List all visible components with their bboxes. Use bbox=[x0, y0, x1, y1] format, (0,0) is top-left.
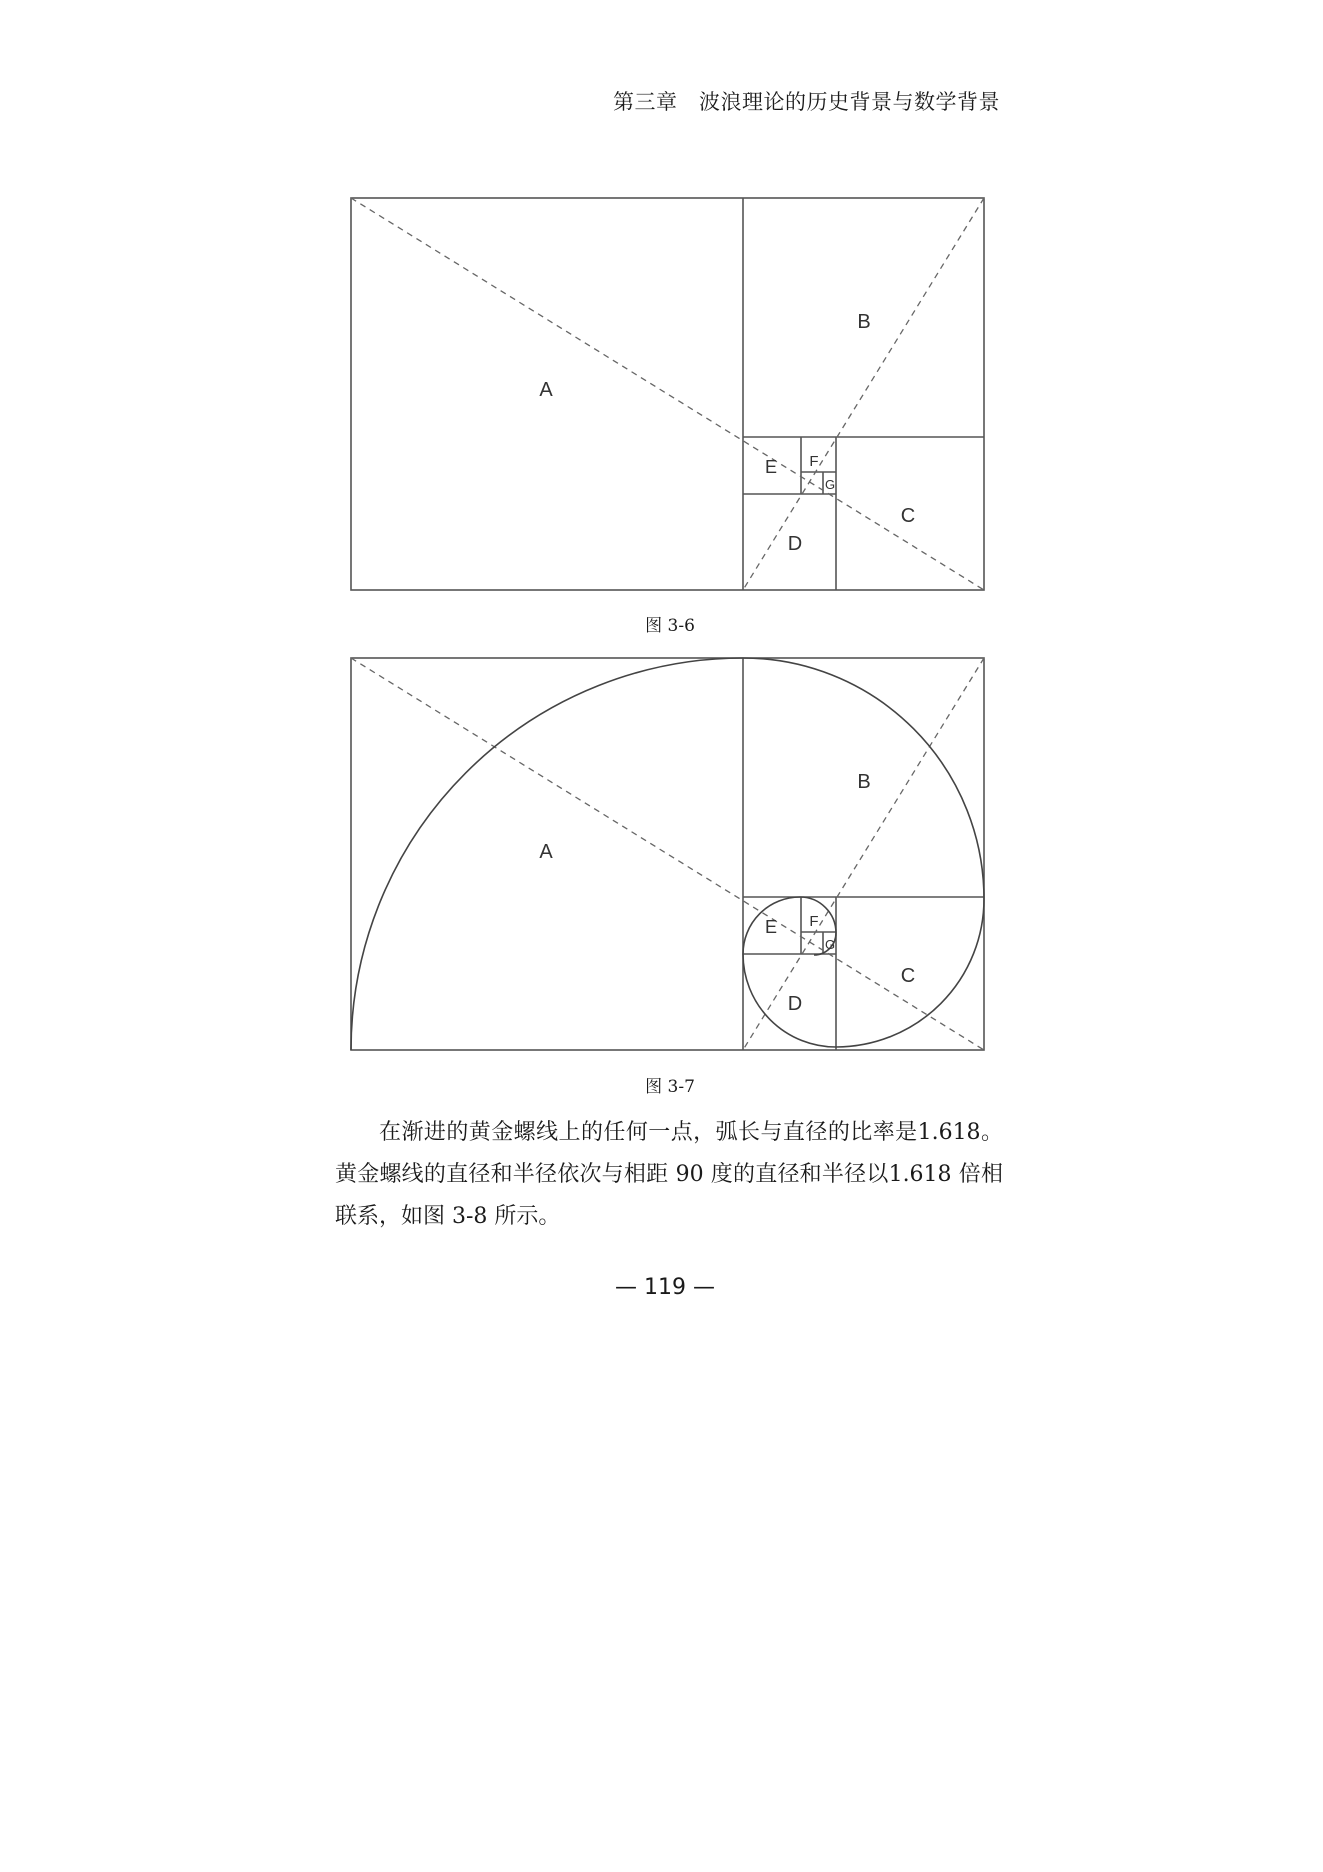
label-b: B bbox=[857, 771, 871, 793]
body-paragraph: 在渐进的黄金螺线上的任何一点，弧长与直径的比率是1.618。黄金螺线的直径和半径依次与相距 90 度的直径和半径以1.618 倍相联系，如图 3-8 所示。 bbox=[335, 1120, 1003, 1229]
label-d: D bbox=[787, 533, 803, 555]
label-g: G bbox=[824, 477, 836, 492]
figure-3-6-caption: 图 3-6 bbox=[645, 616, 695, 636]
golden-spiral-diagram bbox=[330, 650, 1010, 1060]
label-f: F bbox=[809, 913, 819, 930]
golden-rectangle-diagram bbox=[330, 190, 1010, 600]
figure-3-7 bbox=[330, 650, 1010, 1060]
body-text bbox=[335, 1112, 1003, 1238]
label-d: D bbox=[787, 993, 803, 1015]
label-e: E bbox=[764, 457, 778, 477]
label-e: E bbox=[764, 917, 778, 937]
page-number: — 119 — bbox=[615, 1275, 715, 1300]
figure-3-7-caption: 图 3-7 bbox=[645, 1077, 695, 1097]
figure-3-6 bbox=[330, 190, 1010, 600]
label-a: A bbox=[539, 379, 553, 401]
label-a: A bbox=[539, 841, 553, 863]
label-b: B bbox=[857, 311, 871, 333]
label-c: C bbox=[900, 505, 916, 527]
label-f: F bbox=[809, 453, 819, 470]
running-header: 第三章 波浪理论的历史背景与数学背景 bbox=[613, 90, 1000, 114]
label-g: G bbox=[824, 937, 836, 952]
label-c: C bbox=[900, 965, 916, 987]
